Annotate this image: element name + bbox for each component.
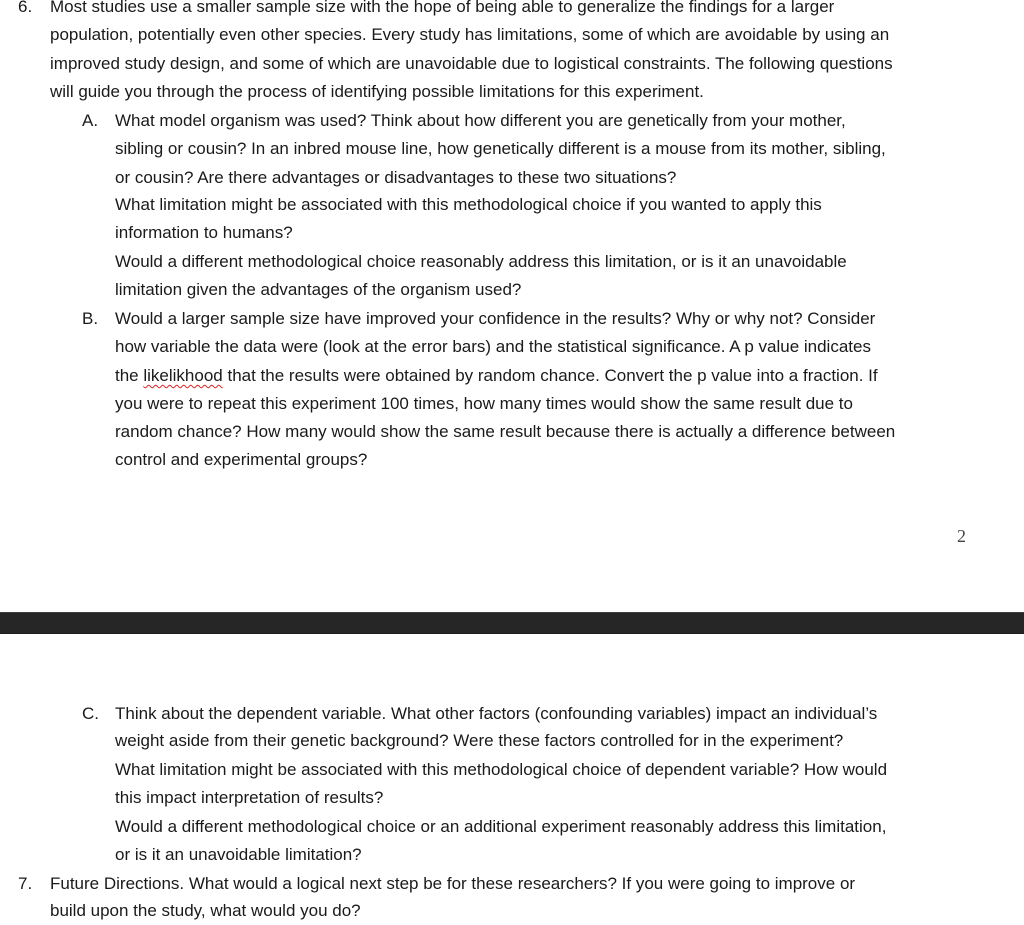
part-b-line-2: how variable the data were (look at the error bars) and the statistical significance. A p value indicates: [115, 337, 871, 356]
part-c-line-6: or is it an unavoidable limitation?: [115, 845, 362, 864]
part-b-line-3-end: that the results were obtained by random chance. Convert the p value into a fraction. If: [222, 366, 878, 385]
part-c-label: C.: [82, 704, 99, 723]
part-b-line-3-start: the: [115, 366, 144, 385]
part-a-line-6: Would a different methodological choice reasonably address this limitation, or is it an unavoidable: [115, 252, 847, 271]
part-a-label: A.: [82, 111, 99, 130]
part-a-line-2: sibling or cousin? In an inbred mouse line, how genetically different is a mouse from its mother, sibling,: [115, 139, 886, 158]
question-7-number: 7.: [18, 874, 33, 893]
page-number: 2: [957, 526, 966, 546]
question-7-line-2: build upon the study, what would you do?: [50, 901, 361, 920]
part-a-line-3: or cousin? Are there advantages or disadvantages to these two situations?: [115, 168, 677, 187]
question-6-text-line-3: improved study design, and some of which are unavoidable due to logistical constraints. The following questions: [50, 54, 893, 73]
spelling-error-likelikhood[interactable]: likelikhood: [143, 366, 223, 385]
part-c-line-4: this impact interpretation of results?: [115, 788, 384, 807]
part-c-line-2: weight aside from their genetic background? Were these factors controlled for in the experiment?: [115, 731, 844, 750]
part-b-line-1: Would a larger sample size have improved your confidence in the results? Why or why not? Consider: [115, 309, 876, 328]
part-a-line-7: limitation given the advantages of the organism used?: [115, 280, 522, 299]
part-c-line-5: Would a different methodological choice or an additional experiment reasonably address this limitation,: [115, 817, 887, 836]
part-b-label: B.: [82, 309, 99, 328]
part-a-line-4: What limitation might be associated with this methodological choice if you wanted to apply this: [115, 195, 822, 214]
part-b-line-5: random chance? How many would show the same result because there is actually a difference between: [115, 422, 896, 441]
question-6-text-line-2: population, potentially even other species. Every study has limitations, some of which are avoidable by using an: [50, 25, 890, 44]
page-separator: [0, 612, 1024, 634]
part-c-line-1: Think about the dependent variable. What other factors (confounding variables) impact an individual’s: [115, 704, 878, 723]
part-a-line-1: What model organism was used? Think about how different you are genetically from your mother,: [115, 111, 846, 130]
question-6-text-line-1: Most studies use a smaller sample size with the hope of being able to generalize the findings for a larger: [50, 0, 835, 16]
document-page-3: [0, 634, 1024, 925]
question-6-text-line-4: will guide you through the process of identifying possible limitations for this experiment.: [50, 82, 704, 101]
part-a-line-5: information to humans?: [115, 223, 293, 242]
part-b-line-3: [115, 366, 878, 386]
question-6-number: 6.: [18, 0, 33, 16]
part-b-line-4: you were to repeat this experiment 100 times, how many times would show the same result due to: [115, 394, 853, 413]
part-c-line-3: What limitation might be associated with this methodological choice of dependent variable? How would: [115, 760, 888, 779]
part-b-line-6: control and experimental groups?: [115, 450, 368, 469]
question-7-line-1: Future Directions. What would a logical next step be for these researchers? If you were going to improve or: [50, 874, 856, 893]
